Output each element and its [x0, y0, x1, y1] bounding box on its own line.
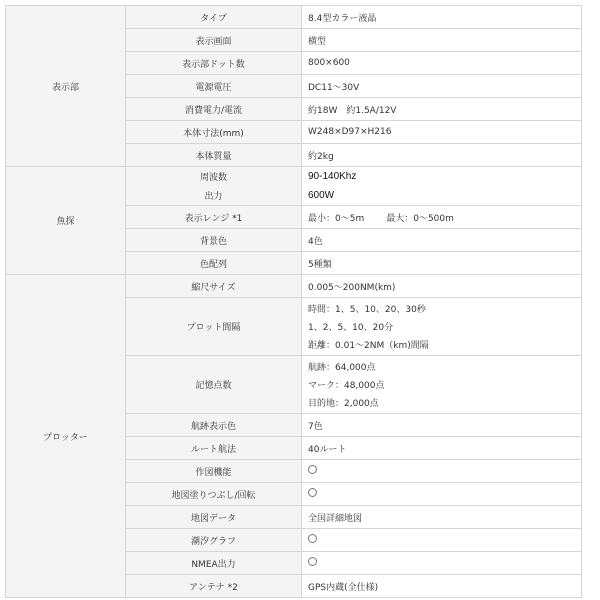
range-min: 最小：0～5m: [308, 213, 365, 224]
spec-label-stack: [126, 167, 302, 206]
spec-value: [302, 529, 582, 552]
spec-value: 横型: [302, 29, 582, 52]
spec-table: [5, 5, 582, 598]
spec-label: 航跡表示色: [126, 414, 302, 437]
spec-value: 約18W 約1.5A/12V: [302, 98, 582, 121]
supported-circle-icon: [308, 488, 317, 497]
section-display: 表示部: [6, 6, 126, 167]
spec-label: 出力: [204, 192, 223, 202]
spec-label: タイプ: [126, 6, 302, 29]
spec-label: 記憶点数: [126, 356, 302, 414]
spec-label: 電源電圧: [126, 75, 302, 98]
spec-value: [302, 206, 582, 229]
spec-label: 地図塗りつぶし/回転: [126, 483, 302, 506]
spec-value-stack: [302, 167, 582, 206]
spec-label: 本体寸法(mm): [126, 121, 302, 144]
spec-label: 地図データ: [126, 506, 302, 529]
spec-label: 表示部ドット数: [126, 52, 302, 75]
spec-label: プロット間隔: [126, 298, 302, 356]
spec-value-stack: [302, 356, 582, 414]
spec-value: 800×600: [302, 52, 582, 75]
spec-label: ルート航法: [126, 437, 302, 460]
supported-circle-icon: [308, 465, 317, 474]
spec-label: 背景色: [126, 229, 302, 252]
spec-value: 時間：1、5、10、20、30秒: [308, 305, 426, 315]
section-plotter: プロッター: [6, 275, 126, 598]
spec-value: マーク：48,000点: [308, 381, 385, 391]
spec-value: 約2kg: [302, 144, 582, 167]
spec-label: アンテナ *2: [126, 575, 302, 598]
spec-label: 作図機能: [126, 460, 302, 483]
spec-label: NMEA出力: [126, 552, 302, 575]
spec-value: [302, 552, 582, 575]
spec-value: 全国詳細地図: [302, 506, 582, 529]
spec-value: DC11～30V: [302, 75, 582, 98]
spec-value: 距離：0.01～2NM（km)間隔: [308, 341, 429, 351]
spec-value: 航跡：64,000点: [308, 363, 376, 373]
spec-row: [6, 167, 582, 206]
spec-value: 0.005～200NM(km): [302, 275, 582, 298]
spec-row: [6, 275, 582, 298]
spec-value: 40ルート: [302, 437, 582, 460]
spec-label: 縮尺サイズ: [126, 275, 302, 298]
spec-value: W248×D97×H216: [302, 121, 582, 144]
range-max: 最大：0～500m: [386, 213, 454, 224]
spec-row: [6, 6, 582, 29]
spec-value: GPS内蔵(全仕様): [302, 575, 582, 598]
spec-value: [302, 460, 582, 483]
spec-value: 1、2、5、10、20分: [308, 323, 394, 333]
spec-value: 600W: [308, 190, 335, 201]
spec-value: 5種類: [302, 252, 582, 275]
spec-value: 4色: [302, 229, 582, 252]
spec-value: 90-140Khz: [308, 171, 357, 182]
supported-circle-icon: [308, 534, 317, 543]
spec-label: 表示画面: [126, 29, 302, 52]
spec-label: 色配列: [126, 252, 302, 275]
spec-label: 周波数: [199, 173, 227, 183]
spec-value: 7色: [302, 414, 582, 437]
spec-label: 消費電力/電流: [126, 98, 302, 121]
spec-value: [302, 483, 582, 506]
spec-label: 本体質量: [126, 144, 302, 167]
spec-value: 8.4型カラー液晶: [302, 6, 582, 29]
spec-label: 潮汐グラフ: [126, 529, 302, 552]
section-fishfinder: 魚探: [6, 167, 126, 275]
spec-value: 目的地：2,000点: [308, 399, 379, 409]
supported-circle-icon: [308, 557, 317, 566]
spec-label: 表示レンジ *1: [126, 206, 302, 229]
spec-value-stack: [302, 298, 582, 356]
